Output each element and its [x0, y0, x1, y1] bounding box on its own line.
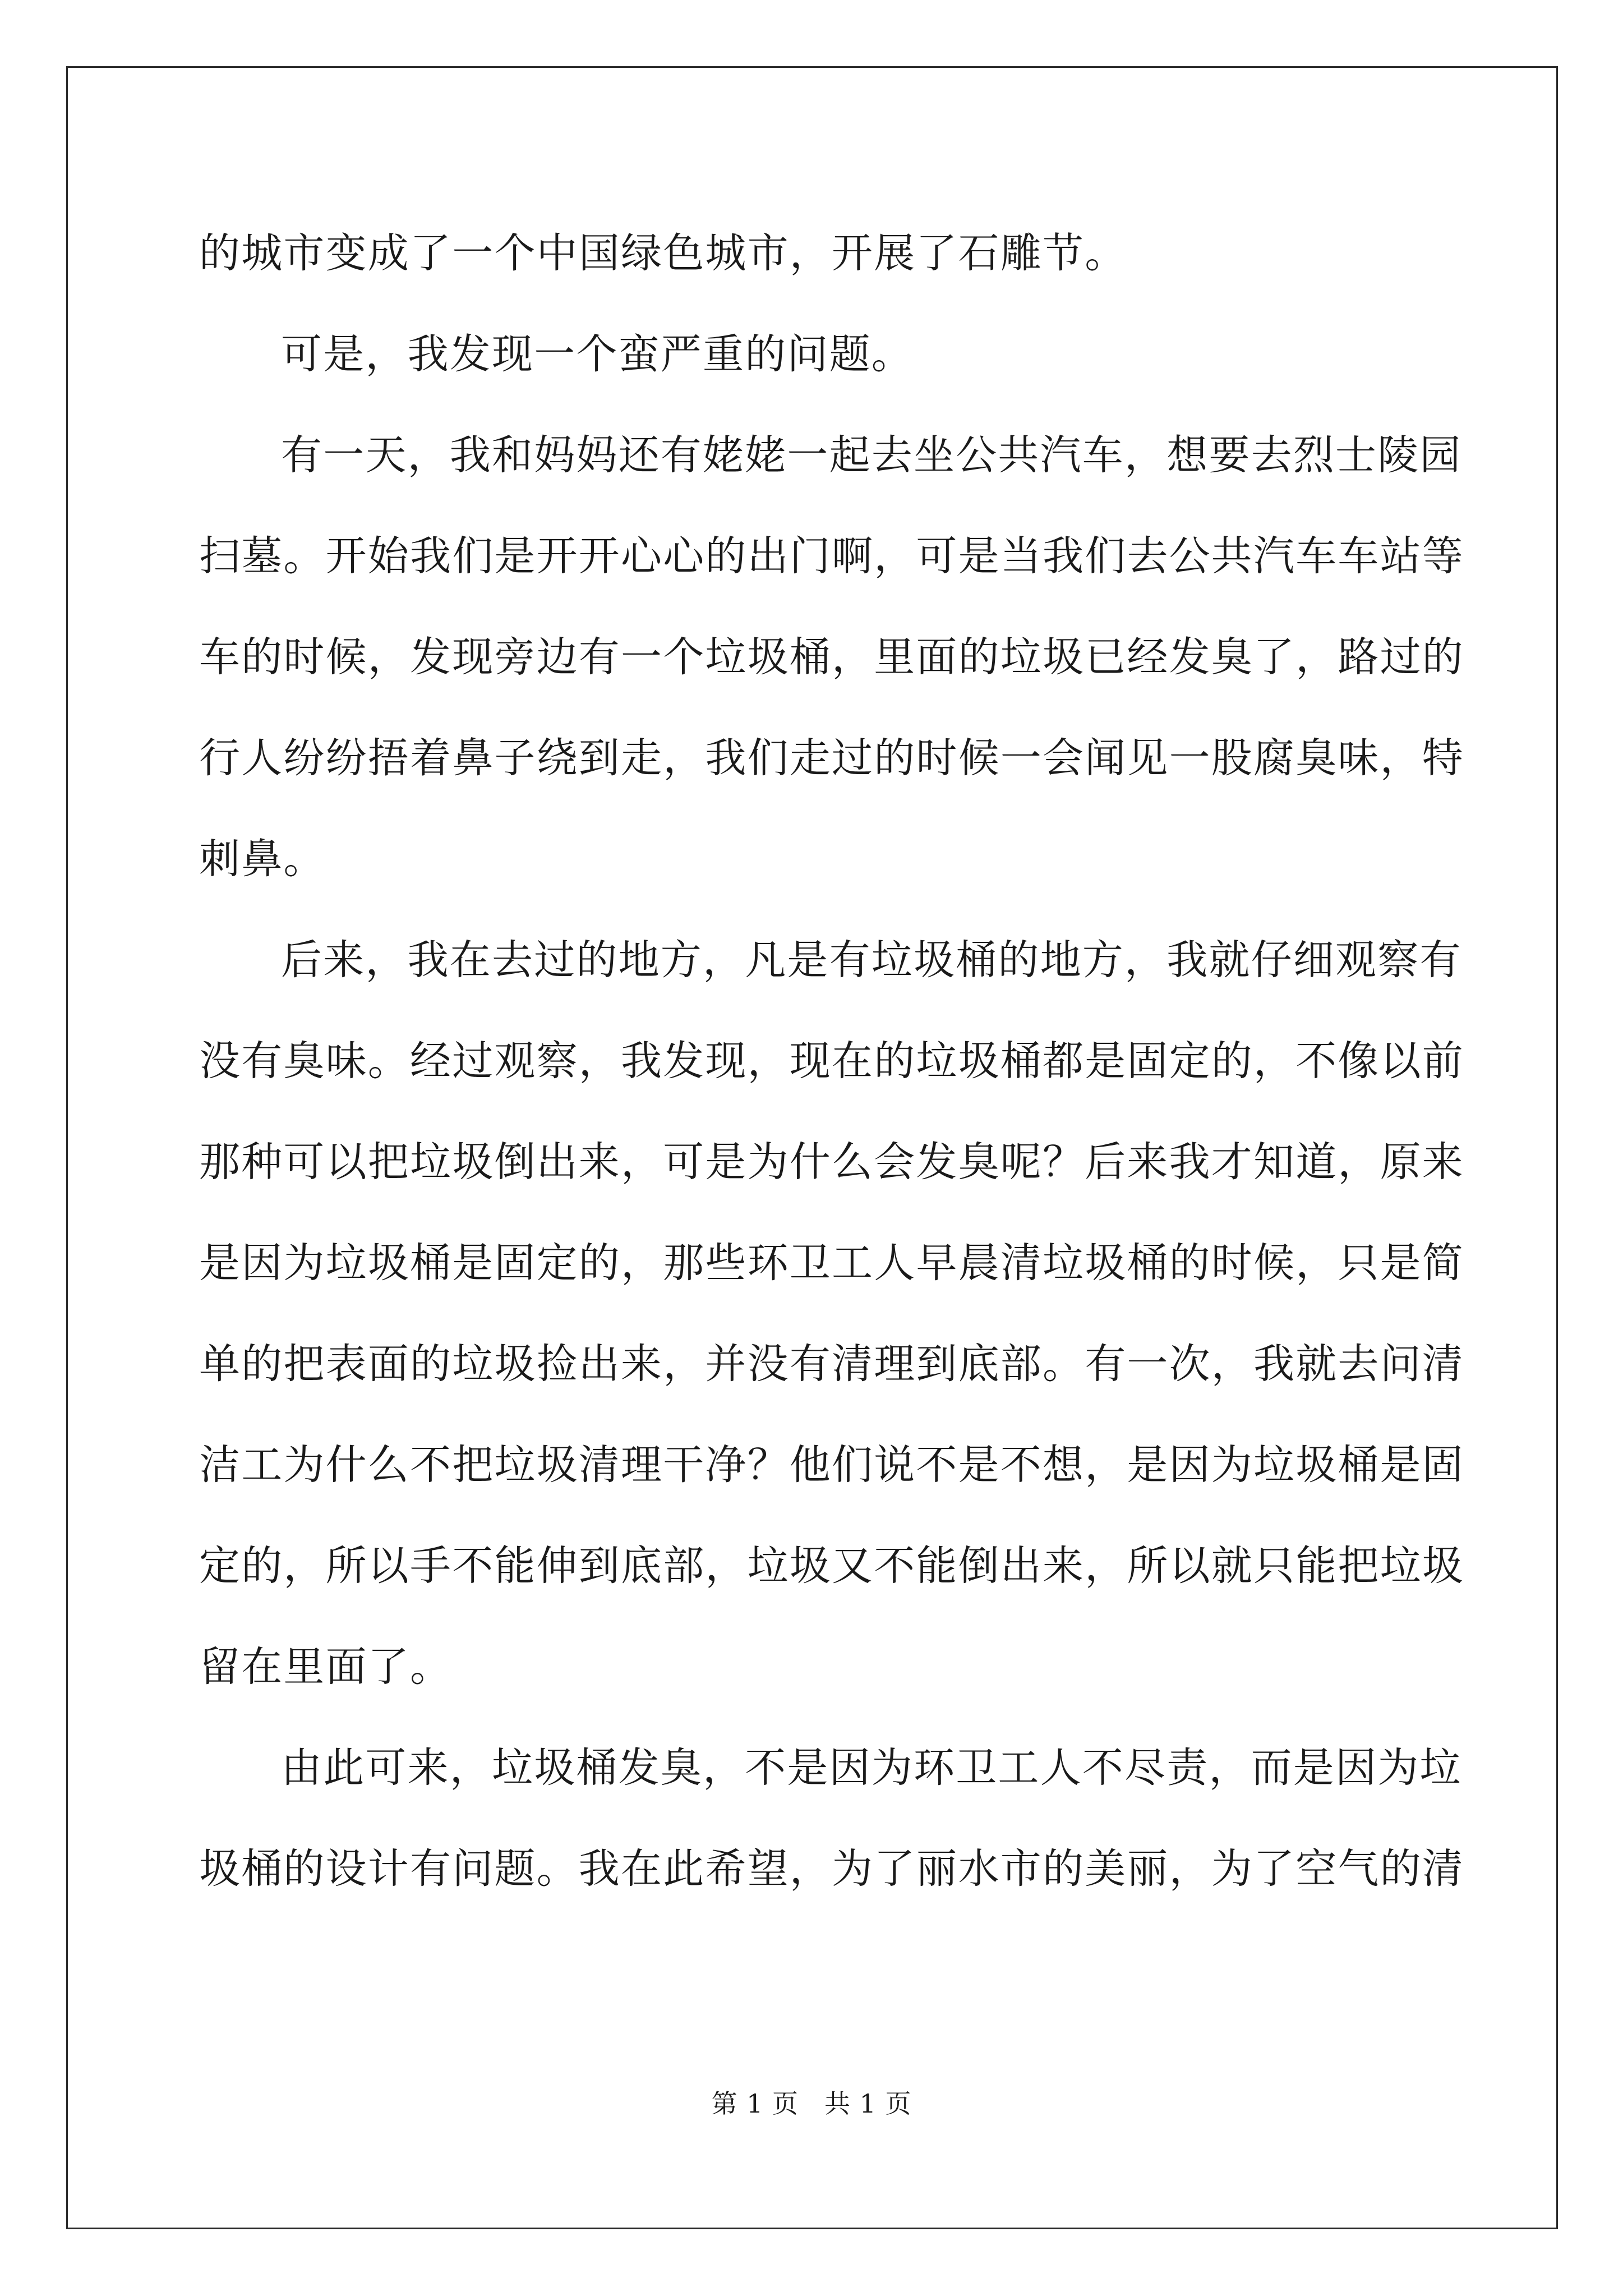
document-body	[199, 203, 1464, 1920]
text-line: 可是，我发现一个蛮严重的问题。	[281, 330, 914, 378]
text-line: 没有臭味。经过观察，我发现，现在的垃圾桶都是固定的，不像以前	[199, 1037, 1464, 1085]
text-line: 的城市变成了一个中国绿色城市，开展了石雕节。	[199, 229, 1127, 277]
paragraph	[199, 405, 1464, 910]
page-footer	[0, 2083, 1623, 2120]
text-line: 刺鼻。	[199, 835, 326, 883]
text-line: 扫墓。开始我们是开开心心的出门啊，可是当我们去公共汽车车站等	[199, 532, 1464, 580]
text-line: 车的时候，发现旁边有一个垃圾桶，里面的垃圾已经发臭了，路过的	[199, 633, 1464, 681]
text-line: 单的把表面的垃圾捡出来，并没有清理到底部。有一次，我就去问清	[199, 1340, 1464, 1388]
text-line: 圾桶的设计有问题。我在此希望，为了丽水市的美丽，为了空气的清	[199, 1845, 1464, 1893]
text-line: 留在里面了。	[199, 1643, 453, 1691]
text-line: 是因为垃圾桶是固定的，那些环卫工人早晨清垃圾桶的时候，只是简	[199, 1239, 1464, 1287]
text-line: 由此可来，垃圾桶发臭，不是因为环卫工人不尽责，而是因为垃	[281, 1744, 1462, 1792]
paragraph	[199, 1718, 1464, 1920]
page-number: 第 1 页	[711, 2088, 799, 2119]
text-line: 那种可以把垃圾倒出来，可是为什么会发臭呢？后来我才知道，原来	[199, 1138, 1464, 1186]
text-line: 有一天，我和妈妈还有姥姥一起去坐公共汽车，想要去烈士陵园	[281, 431, 1462, 479]
text-line: 后来，我在去过的地方，凡是有垃圾桶的地方，我就仔细观察有	[281, 936, 1462, 984]
paragraph	[199, 910, 1464, 1718]
paragraph	[199, 203, 1433, 304]
page-total: 共 1 页	[824, 2088, 912, 2119]
paragraph	[199, 304, 1433, 405]
text-line: 洁工为什么不把垃圾清理干净？他们说不是不想，是因为垃圾桶是固	[199, 1441, 1464, 1489]
text-line: 定的，所以手不能伸到底部，垃圾又不能倒出来，所以就只能把垃圾	[199, 1542, 1464, 1590]
text-line: 行人纷纷捂着鼻子绕到走，我们走过的时候一会闻见一股腐臭味，特	[199, 734, 1464, 782]
